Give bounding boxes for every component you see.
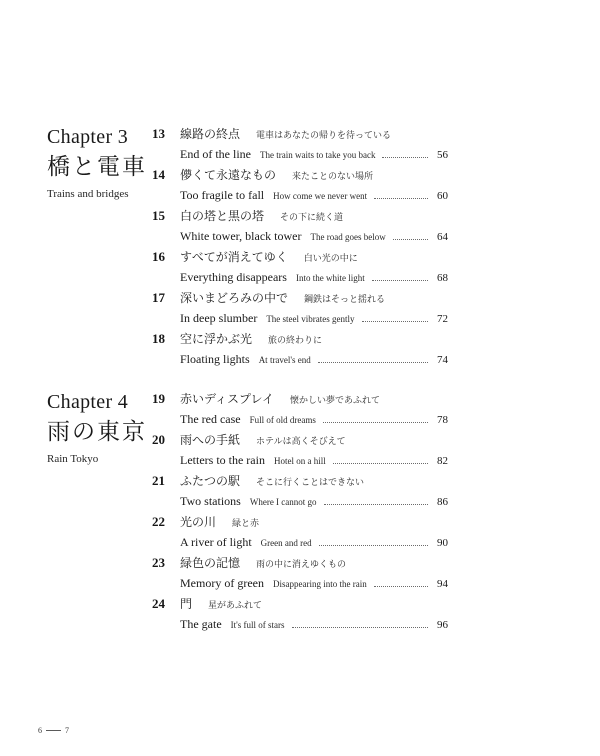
toc-entry-row	[152, 329, 448, 370]
entry-number: 14	[152, 167, 165, 182]
entry-number: 20	[152, 432, 165, 447]
entry-body	[180, 594, 448, 635]
entry-list	[152, 389, 448, 635]
entry-list	[152, 124, 448, 370]
entry-number: 23	[152, 555, 165, 570]
entry-body	[180, 206, 448, 247]
entry-title-en: Too fragile to fall	[180, 188, 265, 202]
entry-title-line	[180, 389, 448, 410]
entry-subtitle-line	[180, 451, 448, 471]
entry-title-line	[180, 165, 448, 186]
entry-page-number: 78	[437, 414, 448, 426]
entry-title-jp: 雨への手紙	[180, 433, 241, 447]
dotted-leader	[333, 463, 428, 464]
entry-title-jp: 赤いディスプレイ	[180, 392, 274, 406]
entry-title-en: Two stations	[180, 494, 241, 508]
entry-title-jp: すべてが消えてゆく	[180, 250, 288, 264]
entry-note-jp: ホテルは高くそびえて	[256, 436, 346, 446]
dotted-leader	[318, 362, 428, 363]
entry-note-jp: 白い光の中に	[303, 253, 358, 263]
entry-title-line	[180, 512, 448, 533]
chapter-title-jp: 雨の東京	[47, 419, 147, 444]
entry-note-jp: 電車はあなたの帰りを待っている	[256, 130, 392, 140]
chapter-header	[0, 389, 152, 635]
entry-number: 24	[152, 596, 165, 611]
entry-page-number: 56	[437, 149, 448, 161]
entry-note-jp: 鋼鉄はそっと揺れる	[304, 294, 386, 304]
entry-number: 17	[152, 290, 165, 305]
entry-note-jp: その下に続く道	[280, 212, 344, 222]
entry-body	[180, 512, 448, 553]
entry-body	[180, 430, 448, 471]
toc-entry-row	[152, 512, 448, 553]
entry-subtitle-line	[180, 410, 448, 430]
dotted-leader	[323, 422, 428, 423]
entry-number: 13	[152, 126, 165, 141]
entry-body	[180, 471, 448, 512]
entry-body	[180, 553, 448, 594]
entry-subtitle-line	[180, 533, 448, 553]
entry-title-en: The gate	[180, 617, 222, 631]
dotted-leader	[393, 239, 428, 240]
entry-title-line	[180, 471, 448, 492]
toc-entry-row	[152, 553, 448, 594]
chapter-section	[0, 124, 600, 370]
entry-title-en: A river of light	[180, 535, 252, 549]
entry-number: 19	[152, 391, 165, 406]
toc-entry-row	[152, 389, 448, 430]
entry-page-number: 72	[437, 313, 448, 325]
entry-note-en: It's full of stars	[230, 620, 285, 630]
dotted-leader	[324, 504, 428, 505]
page-footer	[38, 726, 69, 735]
entry-title-jp: 門	[180, 597, 193, 611]
entry-title-en: Floating lights	[180, 352, 250, 366]
entry-title-jp: 線路の終点	[180, 127, 241, 141]
dotted-leader	[382, 157, 428, 158]
entry-title-en: Memory of green	[180, 576, 264, 590]
chapter-header	[0, 124, 152, 370]
entry-note-en: Full of old dreams	[249, 415, 316, 425]
entry-number: 16	[152, 249, 165, 264]
toc	[0, 124, 600, 635]
toc-entry-row	[152, 288, 448, 329]
entry-note-jp: 懐かしい夢であふれて	[289, 395, 380, 405]
footer-right-page-number: 7	[65, 726, 69, 735]
dotted-leader	[374, 198, 428, 199]
entry-title-jp: 空に浮かぶ光	[180, 332, 253, 346]
entry-subtitle-line	[180, 145, 448, 165]
toc-entry-row	[152, 206, 448, 247]
entry-title-line	[180, 124, 448, 145]
toc-entry-row	[152, 124, 448, 165]
entry-page-number: 94	[437, 578, 448, 590]
entry-note-jp: そこに行くことはできない	[256, 477, 365, 487]
entry-page-number: 96	[437, 619, 448, 631]
entry-title-line	[180, 288, 448, 309]
footer-dash	[46, 730, 61, 731]
entry-note-en: Where I cannot go	[249, 497, 317, 507]
entry-body	[180, 124, 448, 165]
entry-page-number: 86	[437, 496, 448, 508]
entry-title-jp: 儚くて永遠なもの	[180, 168, 277, 182]
entry-note-en: Disappearing into the rain	[272, 579, 367, 589]
dotted-leader	[374, 586, 428, 587]
footer-left-page-number: 6	[38, 726, 42, 735]
entry-page-number: 68	[437, 272, 448, 284]
entry-subtitle-line	[180, 186, 448, 206]
toc-entry-row	[152, 165, 448, 206]
entry-title-jp: ふたつの駅	[180, 474, 241, 488]
entry-note-en: At travel's end	[258, 355, 311, 365]
entry-title-jp: 緑色の記憶	[180, 556, 241, 570]
entry-title-en: White tower, black tower	[180, 229, 302, 243]
entry-page-number: 64	[437, 231, 448, 243]
entry-note-en: The road goes below	[310, 232, 386, 242]
entry-body	[180, 165, 448, 206]
entry-note-jp: 旅の終わりに	[268, 335, 323, 345]
entry-page-number: 82	[437, 455, 448, 467]
entry-title-en: The red case	[180, 412, 241, 426]
entry-title-line	[180, 247, 448, 268]
dotted-leader	[292, 627, 428, 628]
entry-note-en: The train waits to take you back	[259, 150, 376, 160]
chapter-label: Chapter 4	[47, 391, 129, 413]
entry-title-en: Letters to the rain	[180, 453, 265, 467]
entry-subtitle-line	[180, 227, 448, 247]
entry-note-en: How come we never went	[273, 191, 368, 201]
entry-number: 22	[152, 514, 165, 529]
entry-body	[180, 288, 448, 329]
entry-page-number: 60	[437, 190, 448, 202]
entry-title-en: In deep slumber	[180, 311, 258, 325]
entry-body	[180, 329, 448, 370]
entry-number: 15	[152, 208, 165, 223]
entry-note-en: The steel vibrates gently	[266, 314, 355, 324]
entry-title-line	[180, 430, 448, 451]
entry-title-line	[180, 206, 448, 227]
entry-subtitle-line	[180, 492, 448, 512]
toc-entry-row	[152, 594, 448, 635]
entry-title-jp: 光の川	[180, 515, 217, 529]
toc-entry-row	[152, 247, 448, 288]
entry-note-jp: 星があふれて	[208, 600, 263, 610]
entry-note-jp: 雨の中に消えゆくもの	[256, 559, 347, 569]
dotted-leader	[372, 280, 428, 281]
entry-page-number: 90	[437, 537, 448, 549]
chapter-subtitle-en: Rain Tokyo	[47, 453, 99, 465]
entry-note-jp: 来たことのない場所	[292, 171, 374, 181]
entry-title-en: Everything disappears	[180, 270, 287, 284]
entry-subtitle-line	[180, 574, 448, 594]
entry-title-jp: 深いまどろみの中で	[180, 291, 289, 305]
entry-title-line	[180, 329, 448, 350]
entry-title-jp: 白の塔と黒の塔	[180, 209, 265, 223]
entry-subtitle-line	[180, 615, 448, 635]
entry-body	[180, 389, 448, 430]
entry-subtitle-line	[180, 268, 448, 288]
entry-subtitle-line	[180, 350, 448, 370]
entry-note-en: Into the white light	[295, 273, 365, 283]
dotted-leader	[362, 321, 428, 322]
entry-note-jp: 緑と赤	[232, 518, 260, 528]
chapter-label: Chapter 3	[47, 126, 129, 148]
entry-page-number: 74	[437, 354, 448, 366]
entry-note-en: Green and red	[260, 538, 312, 548]
entry-body	[180, 247, 448, 288]
entry-subtitle-line	[180, 309, 448, 329]
entry-number: 18	[152, 331, 165, 346]
chapter-section	[0, 389, 600, 635]
toc-entry-row	[152, 430, 448, 471]
entry-title-line	[180, 594, 448, 615]
entry-title-en: End of the line	[180, 147, 251, 161]
dotted-leader	[319, 545, 428, 546]
entry-number: 21	[152, 473, 165, 488]
chapter-title-jp: 橋と電車	[47, 154, 147, 179]
toc-entry-row	[152, 471, 448, 512]
entry-title-line	[180, 553, 448, 574]
entry-note-en: Hotel on a hill	[273, 456, 326, 466]
chapter-subtitle-en: Trains and bridges	[47, 188, 129, 200]
